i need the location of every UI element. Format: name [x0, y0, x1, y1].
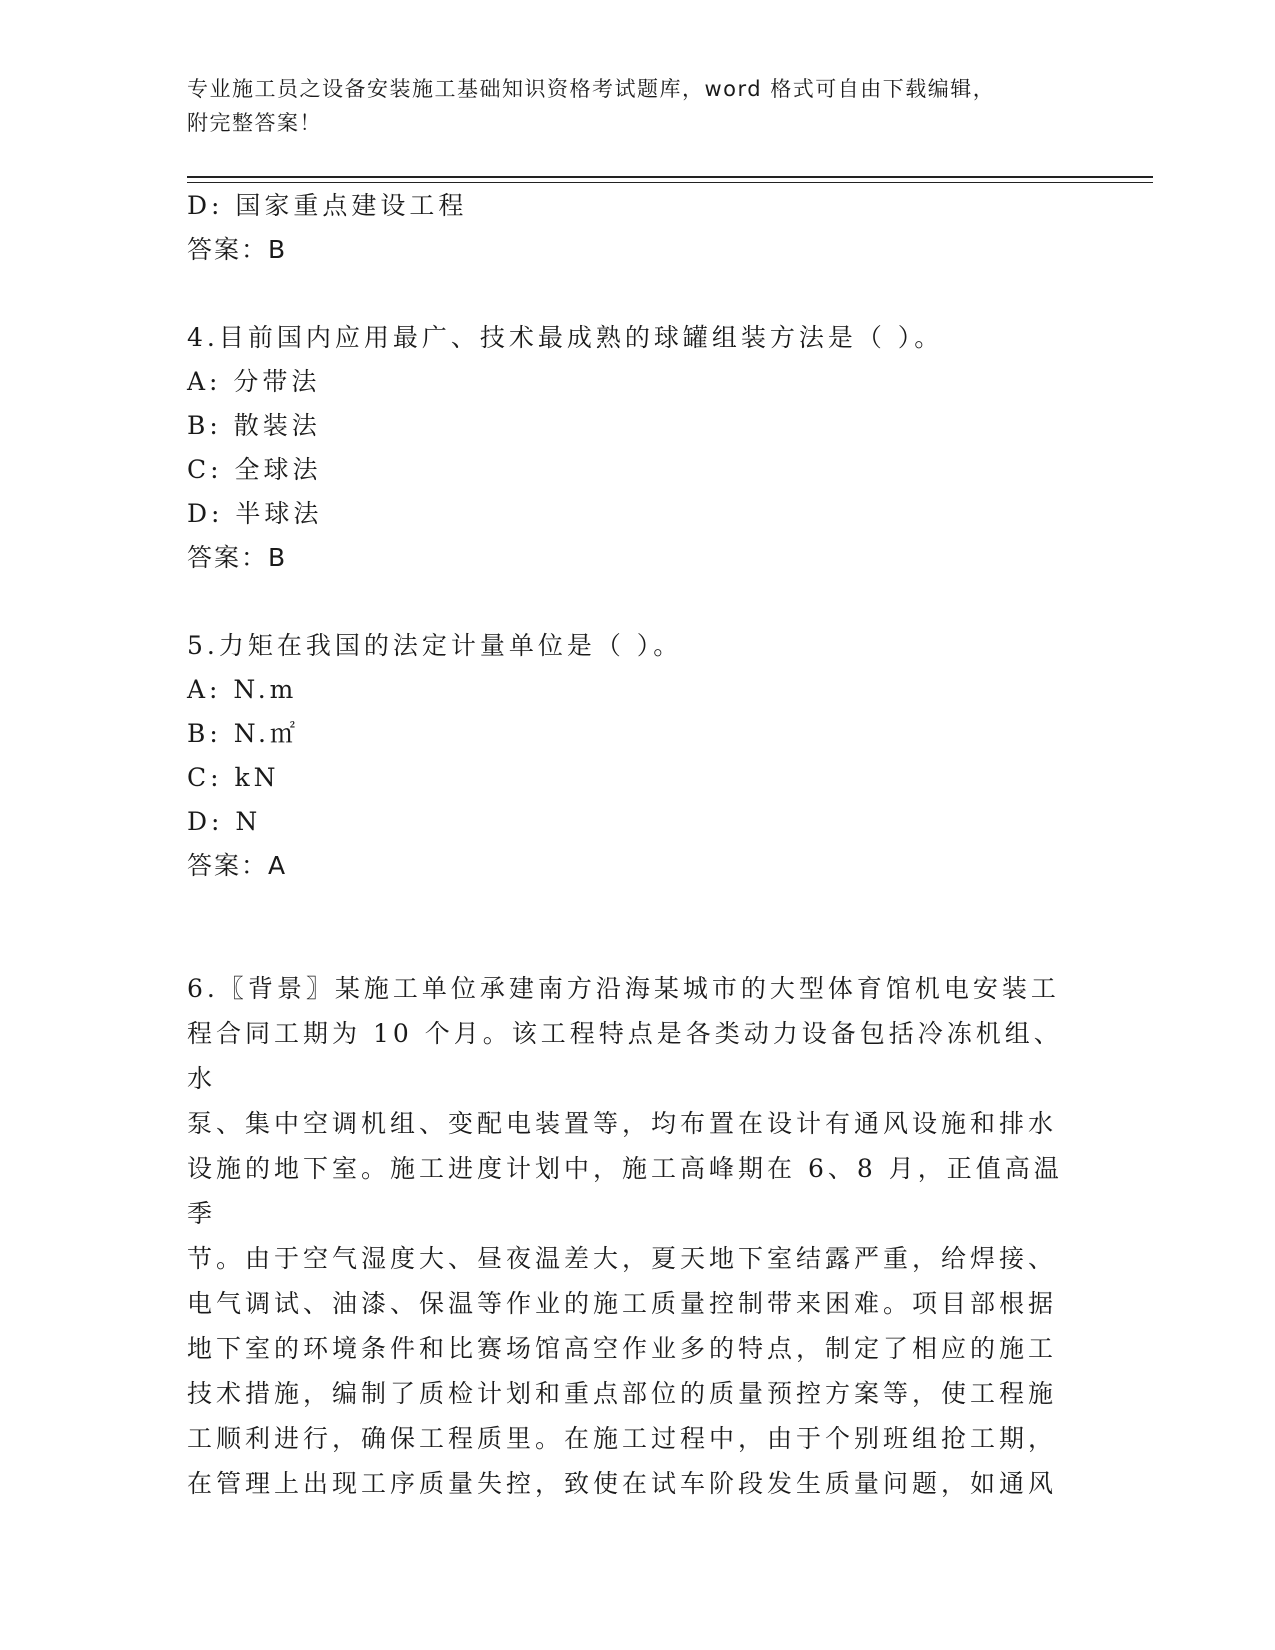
- q6-line: 地下室的环境条件和比赛场馆高空作业多的特点，制定了相应的施工: [187, 1334, 1058, 1363]
- q5-answer: 答案：A: [187, 851, 288, 880]
- q6-line: 技术措施，编制了质检计划和重点部位的质量预控方案等，使工程施: [187, 1379, 1058, 1408]
- q4-option-a: A: 分带法: [187, 367, 321, 396]
- q6-line: 设施的地下室。施工进度计划中，施工高峰期在 6、8 月，正值高温季: [187, 1154, 1063, 1228]
- q4-answer: 答案：B: [187, 543, 288, 572]
- header-title-line-1: 专业施工员之设备安装施工基础知识资格考试题库，word 格式可自由下载编辑，: [187, 77, 996, 101]
- q4-option-d: D: 半球法: [187, 499, 323, 528]
- q6-line: 泵、集中空调机组、变配电装置等，均布置在设计有通风设施和排水: [187, 1109, 1058, 1138]
- q6-background-paragraph: [187, 966, 1077, 1506]
- q6-line: 节。由于空气湿度大、昼夜温差大，夏天地下室结露严重，给焊接、: [187, 1244, 1058, 1273]
- header-divider-thick: [187, 176, 1153, 178]
- q4-option-b: B: 散装法: [187, 411, 321, 440]
- q5-question: 5.力矩在我国的法定计量单位是（ ）。: [187, 631, 683, 660]
- q5-option-d: D: N: [187, 807, 262, 836]
- q6-line: 6.〖背景〗某施工单位承建南方沿海某城市的大型体育馆机电安装工: [187, 974, 1060, 1003]
- q6-line: 工顺利进行，确保工程质里。在施工过程中，由于个别班组抢工期，: [187, 1424, 1058, 1453]
- document-header: [187, 72, 1147, 140]
- q5-option-a: A: N.m: [187, 675, 298, 704]
- q3-answer: 答案：B: [187, 235, 288, 264]
- header-divider-thin: [187, 182, 1153, 183]
- q5-option-b: B: N.㎡: [187, 719, 299, 748]
- header-title-line-2: 附完整答案！: [187, 111, 322, 135]
- q3-option-d: D: 国家重点建设工程: [187, 191, 468, 220]
- q4-option-c: C: 全球法: [187, 455, 322, 484]
- q6-line: 在管理上出现工序质量失控，致使在试车阶段发生质量问题，如通风: [187, 1469, 1058, 1498]
- q4-question: 4.目前国内应用最广、技术最成熟的球罐组装方法是（ ）。: [187, 323, 944, 352]
- q6-line: 电气调试、油漆、保温等作业的施工质量控制带来困难。项目部根据: [187, 1289, 1058, 1318]
- q5-option-c: C: kN: [187, 763, 280, 792]
- q6-line: 程合同工期为 10 个月。该工程特点是各类动力设备包括冷冻机组、水: [187, 1019, 1063, 1093]
